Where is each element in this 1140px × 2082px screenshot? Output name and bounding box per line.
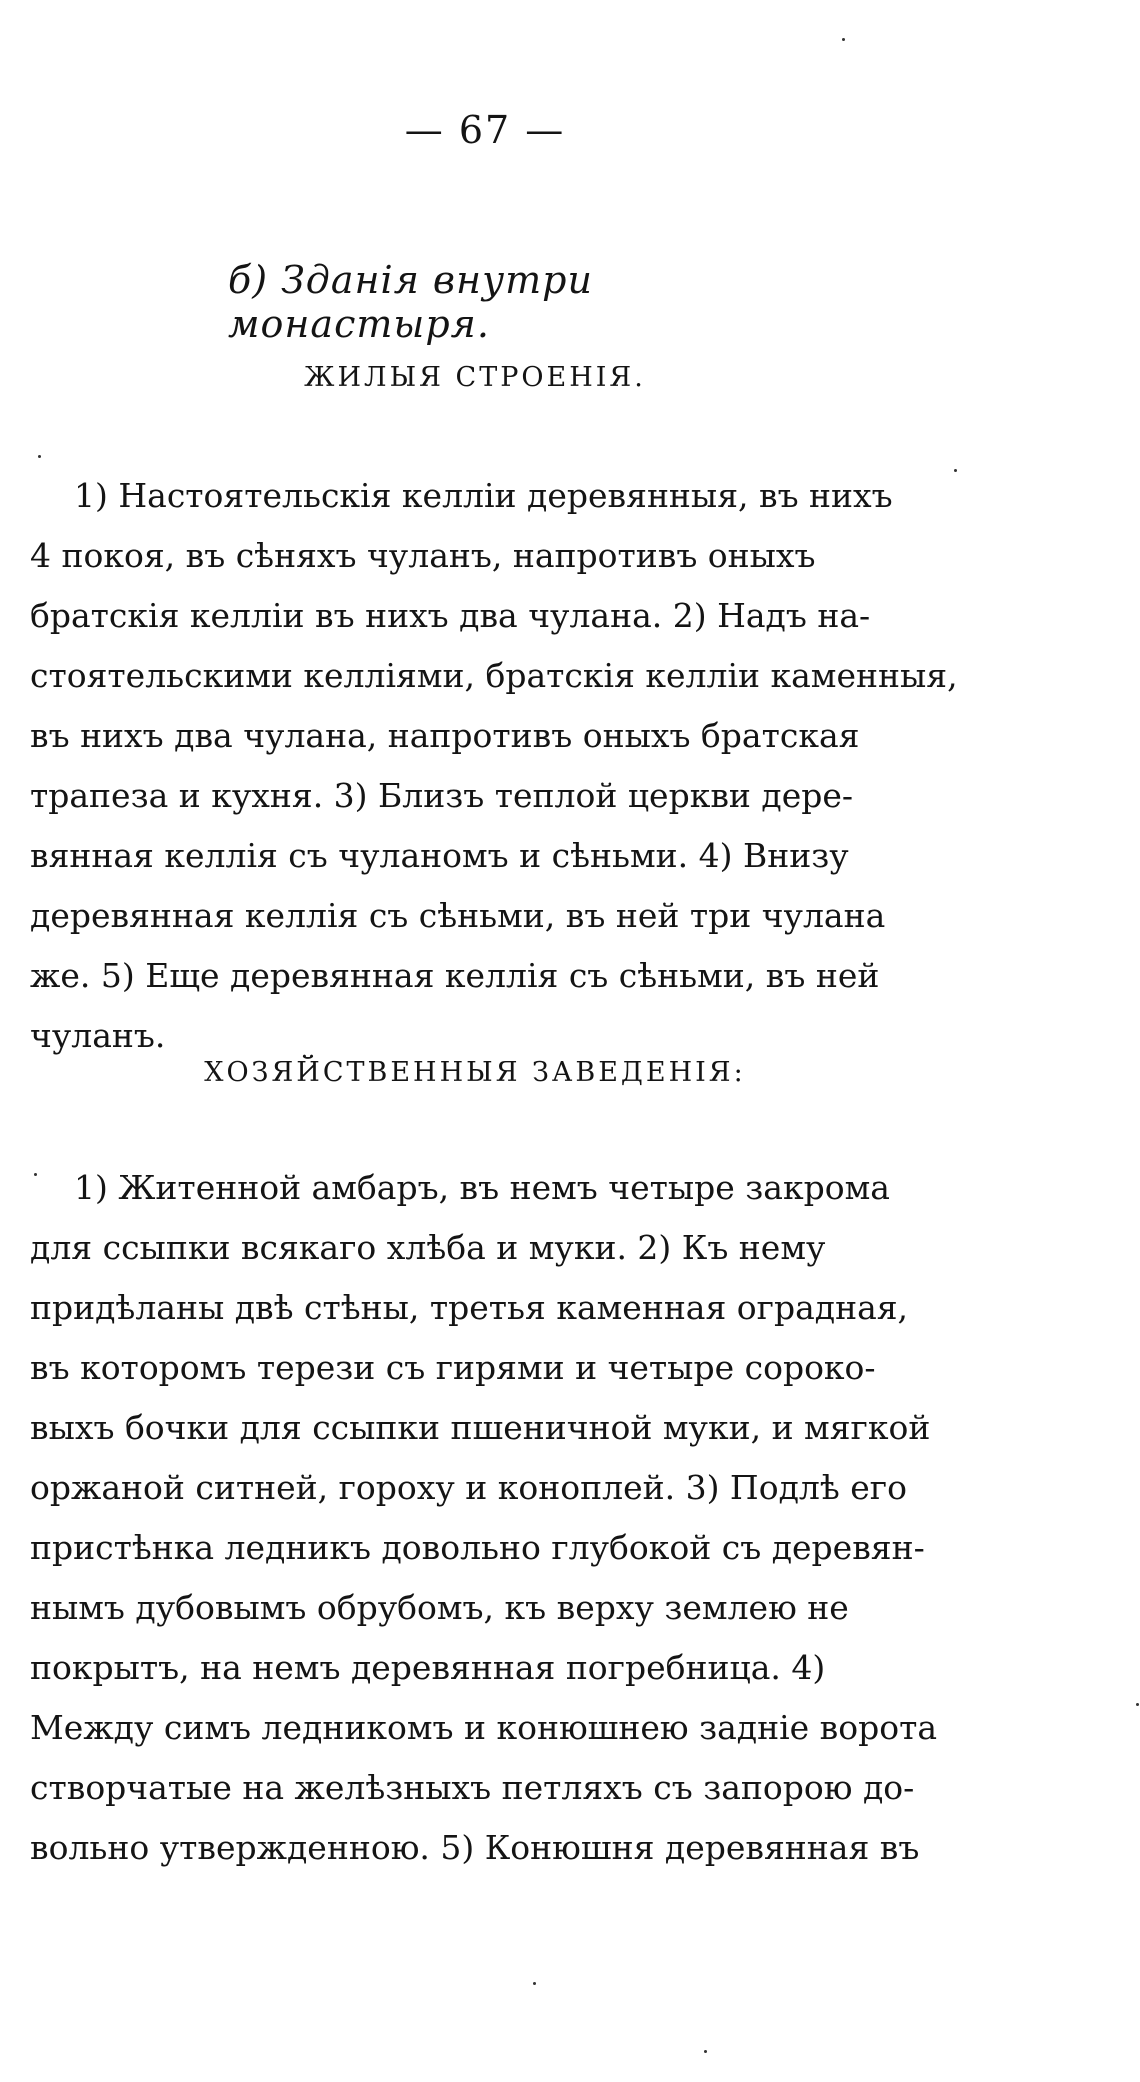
subheading-residential-buildings: ЖИЛЫЯ СТРОЕНІЯ.	[304, 362, 646, 393]
paragraph-residential	[30, 466, 958, 1066]
subheading-household-facilities: ХОЗЯЙСТВЕННЫЯ ЗАВЕДЕНІЯ:	[204, 1057, 746, 1088]
scan-speck	[704, 2050, 707, 2053]
text-line: 1) Житенной амбаръ, въ немъ четыре закрома	[74, 1168, 890, 1207]
text-line: трапеза и кухня. 3) Близъ теплой церкви дере-	[30, 776, 854, 815]
text-line: 4 покоя, въ сѣняхъ чуланъ, напротивъ оныхъ	[30, 536, 816, 575]
text-line: въ нихъ два чулана, напротивъ оныхъ братская	[30, 716, 860, 755]
text-line: деревянная келлія съ сѣньми, въ ней три чулана	[30, 896, 886, 935]
text-line: нымъ дубовымъ обрубомъ, къ верху землею не	[30, 1588, 849, 1627]
text-line: вольно утвержденною. 5) Конюшня деревянная въ	[30, 1828, 920, 1867]
text-line: створчатые на желѣзныхъ петляхъ съ запорою до-	[30, 1768, 915, 1807]
text-line: вянная келлія съ чуланомъ и сѣньми. 4) Внизу	[30, 836, 849, 875]
text-line: 1) Настоятельскія келліи деревянныя, въ нихъ	[74, 476, 893, 515]
text-line: придѣланы двѣ стѣны, третья каменная оградная,	[30, 1288, 909, 1327]
scan-speck	[533, 1982, 536, 1985]
text-line: чуланъ.	[30, 1016, 166, 1055]
scan-speck	[954, 469, 957, 472]
page-number: — 67 —	[404, 108, 566, 152]
scan-speck	[34, 1173, 37, 1176]
text-line: оржаной ситней, гороху и коноплей. 3) Подлѣ его	[30, 1468, 907, 1507]
text-line: въ которомъ терези съ гирями и четыре сороко-	[30, 1348, 876, 1387]
text-line: покрытъ, на немъ деревянная погребница. 4)	[30, 1648, 826, 1687]
text-line: Между симъ ледникомъ и конюшнею задніе ворота	[30, 1708, 938, 1747]
text-line: выхъ бочки для ссыпки пшеничной муки, и мягкой	[30, 1408, 931, 1447]
text-line: же. 5) Еще деревянная келлія съ сѣньми, въ ней	[30, 956, 880, 995]
scan-speck	[842, 38, 845, 41]
paragraph-household	[30, 1158, 940, 1878]
text-line: братскія келліи въ нихъ два чулана. 2) Надъ на-	[30, 596, 871, 635]
text-line: стоятельскими келліями, братскія келліи каменныя,	[30, 656, 958, 695]
text-line: для ссыпки всякаго хлѣба и муки. 2) Къ нему	[30, 1228, 826, 1267]
section-title: б) Зданія внутри монастыря.	[228, 258, 593, 346]
scan-speck	[1136, 1703, 1139, 1706]
text-line: пристѣнка ледникъ довольно глубокой съ деревян-	[30, 1528, 925, 1567]
scan-speck	[38, 455, 41, 458]
